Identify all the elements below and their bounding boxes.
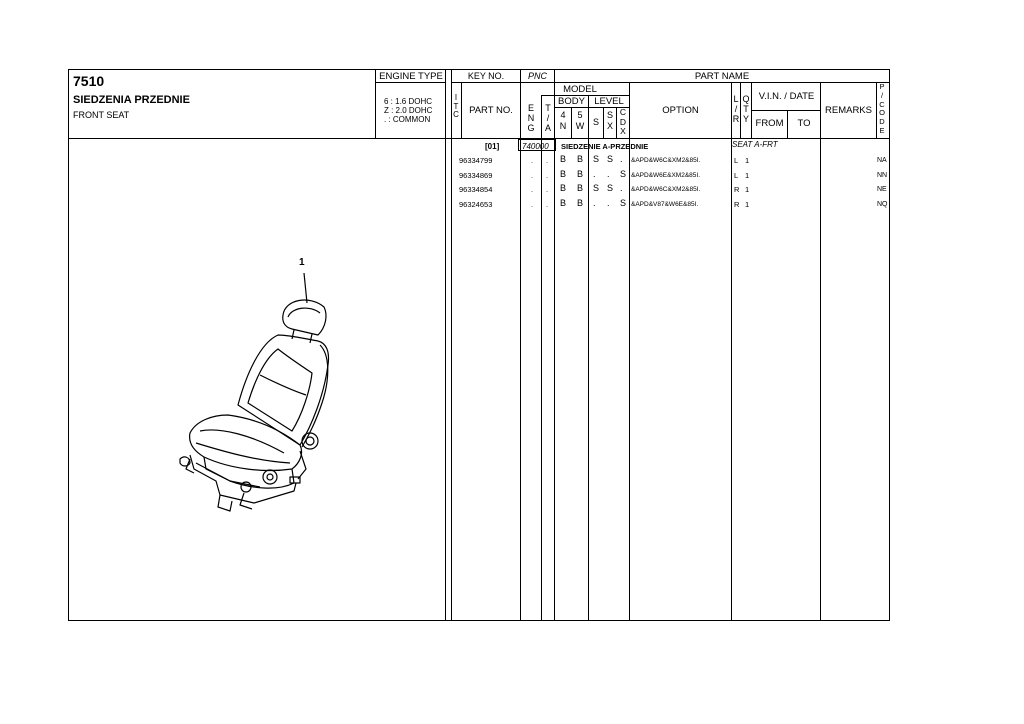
key-no-header: KEY NO.: [467, 71, 505, 81]
itc-header: I T C: [453, 93, 459, 119]
callout-number: 1: [299, 257, 305, 268]
row-pcode: NA: [877, 157, 887, 164]
row-ta: .: [546, 199, 549, 209]
to-header: TO: [797, 118, 811, 129]
model-header: MODEL: [563, 84, 597, 95]
row-part-no: 96334854: [459, 185, 493, 194]
cdx-header: C D X: [619, 107, 627, 136]
frame-bottom: [68, 620, 890, 621]
body-level-col-line: [588, 95, 589, 621]
ta-header: T / A: [544, 103, 551, 133]
body-header: BODY: [558, 96, 585, 107]
row-s: S: [593, 154, 600, 164]
engine-type-header: ENGINE TYPE: [379, 71, 443, 82]
remarks-header: REMARKS: [825, 105, 872, 116]
row-lr: L: [734, 156, 739, 165]
group-title-pl: SIEDZENIA PRZEDNIE: [73, 94, 190, 106]
row-pcode: NE: [877, 186, 887, 193]
engine-line-2: Z : 2.0 DOHC: [384, 106, 433, 115]
engine-line-1: 6 : 1.6 DOHC: [384, 97, 433, 106]
ta-col-line-body: [554, 139, 555, 621]
row-s: .: [593, 168, 596, 179]
remarks-col-line: [820, 82, 821, 621]
lr-header: L / R: [732, 94, 740, 124]
row-s: S: [593, 183, 600, 193]
sx-cdx-col-line: [616, 107, 617, 139]
n4-w5-col-line: [571, 107, 572, 139]
row-n4: B: [560, 183, 567, 193]
top-header-row-line: [451, 82, 890, 83]
row-cdx: .: [620, 154, 623, 164]
row-qty: 1: [745, 156, 750, 165]
row-n4: B: [560, 154, 567, 164]
front-seat-drawing-icon: [160, 255, 350, 525]
row-sx: .: [607, 197, 610, 208]
row-part-no: 96334869: [459, 170, 493, 180]
engine-header-bottom: [375, 82, 446, 83]
group-row-name-en: SEAT A-FRT: [732, 140, 778, 149]
row-qty: 1: [745, 199, 750, 209]
header-bottom-right: [445, 138, 890, 139]
part-name-header: PART NAME: [694, 71, 750, 82]
row-ta: .: [546, 156, 549, 165]
row-ta: .: [546, 185, 549, 194]
vin-date-header: V.I.N. / DATE: [758, 91, 815, 102]
group-title-en: FRONT SEAT: [73, 110, 130, 120]
row-option: &APD&W6C&XM2&85I.: [631, 157, 701, 164]
row-n4: B: [560, 168, 567, 179]
group-code: 7510: [73, 73, 105, 89]
header-bottom-left: [68, 138, 446, 139]
row-eng: .: [531, 185, 534, 194]
frame-left: [68, 69, 69, 621]
row-w5: B: [577, 197, 584, 208]
row-sx: .: [607, 168, 610, 179]
option-header: OPTION: [662, 105, 699, 116]
group-row-key: [01]: [485, 142, 500, 151]
pcode-header: P / C O D E: [879, 82, 885, 135]
sx-header: S X: [606, 110, 613, 131]
group-row-name-pl: SIEDZENIE A-PRZEDNIE: [561, 142, 649, 151]
row-w5: B: [577, 183, 584, 193]
row-sx: S: [607, 154, 614, 164]
row-option: &APD&W6C&XM2&85I.: [631, 186, 701, 193]
s-sx-col-line: [603, 107, 604, 139]
vin-sub-row-line: [751, 110, 821, 111]
group-row-pnc: 740000: [522, 142, 549, 151]
row-eng: .: [531, 170, 534, 180]
row-sx: S: [607, 183, 614, 193]
frame-right: [889, 69, 890, 621]
w5-header: 5 W: [575, 110, 585, 131]
frame-top: [68, 69, 890, 70]
row-pcode: NQ: [877, 200, 888, 208]
from-header: FROM: [755, 118, 784, 129]
row-ta: .: [546, 170, 549, 180]
s-header: S: [592, 117, 599, 127]
eng-header: E N G: [527, 103, 535, 133]
row-qty: 1: [745, 170, 750, 180]
row-w5: B: [577, 154, 584, 164]
eng-col-line: [541, 95, 542, 621]
row-lr: L: [734, 170, 739, 180]
frame-inner-right: [451, 69, 452, 621]
row-n4: B: [560, 197, 567, 208]
row-w5: B: [577, 168, 584, 179]
row-s: .: [593, 197, 596, 208]
pnc-header: PNC: [527, 71, 547, 81]
option-col-line: [629, 82, 630, 621]
row-eng: .: [531, 199, 534, 209]
part-no-header: PART NO.: [469, 105, 513, 116]
row-lr: R: [734, 185, 740, 194]
row-lr: R: [734, 199, 740, 209]
frame-mid-divider: [445, 69, 446, 621]
lr-col-line: [731, 82, 732, 621]
row-cdx: S: [620, 168, 627, 179]
row-cdx: .: [620, 183, 623, 193]
row-part-no: 96324653: [459, 199, 493, 209]
row-cdx: S: [620, 197, 627, 208]
level-header: LEVEL: [594, 96, 624, 107]
row-pcode: NN: [877, 171, 888, 179]
qty-header: Q T Y: [742, 94, 750, 124]
n4-header: 4 N: [559, 110, 567, 131]
row-qty: 1: [745, 185, 750, 194]
row-part-no: 96334799: [459, 156, 493, 165]
partno-col-line: [520, 69, 521, 621]
row-option: &APD&W6E&XM2&85I.: [631, 171, 700, 179]
row-option: &APD&V87&W6E&85I.: [631, 200, 699, 208]
engine-line-3: . : COMMON: [384, 115, 431, 124]
row-eng: .: [531, 156, 534, 165]
